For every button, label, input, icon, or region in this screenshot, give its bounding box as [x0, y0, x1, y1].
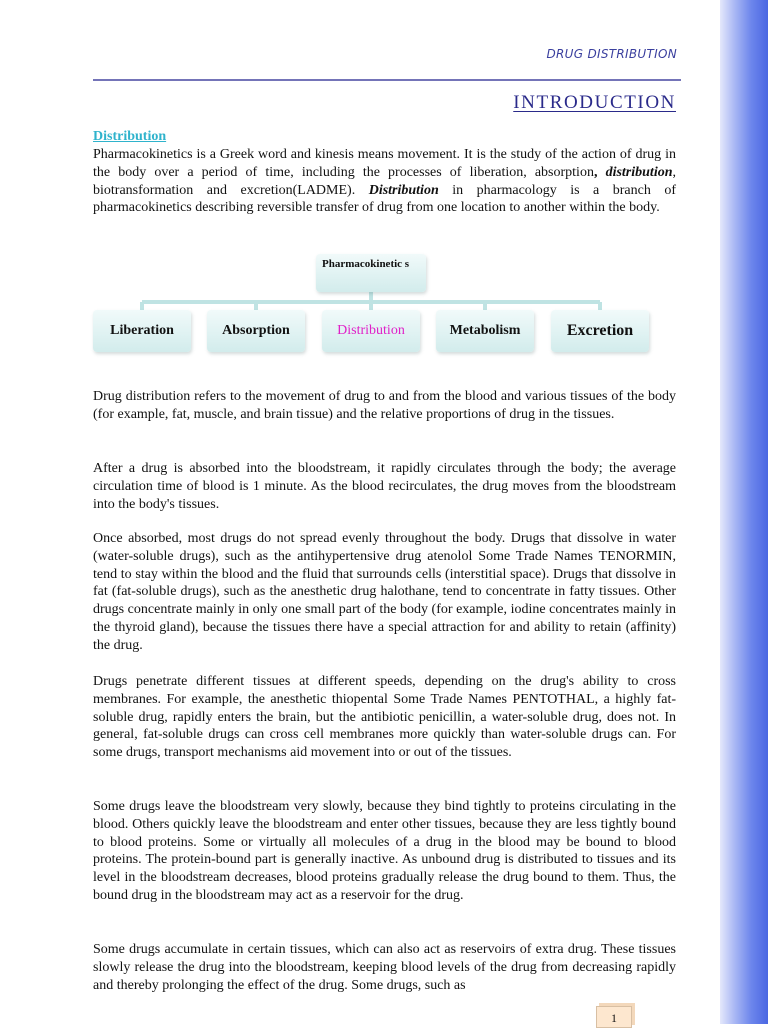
diagram-node-absorption: Absorption [207, 310, 305, 352]
intro-text-part: , biotransformation and excretion(LADME). [93, 164, 676, 198]
body-paragraph-3: Once absorbed, most drugs do not spread evenly throughout the body. Drugs that dissolve in water (water-soluble drugs), such as the antihypertensive drug atenolol Some Trade Names TENORMIN, tend to stay within the blood and the fluid that surrounds cells (interstitial space). Drugs that dissolve in fat (fat-soluble drugs), such as the anesthetic drug halothane, tend to concentrate in fatty tissues. Other drugs concentrate mainly in only one small part of the body (for example, iodine concentrates mainly in the thyroid gland), because the tissues there have a special attraction for and ability to retain (affinity) the drug. [93, 531, 676, 653]
decorative-side-band [720, 0, 768, 1024]
body-paragraph-4: Drugs penetrate different tissues at different speeds, depending on the drug's ability to cross membranes. For example, the anesthetic thiopental Some Trade Names PENTOTHAL, a highly fat-soluble drug, rapidly enters the brain, but the antibiotic penicillin, a water-soluble drug, does not. In general, fat-soluble drugs can cross cell membranes more quickly than water-soluble drugs can. For some drugs, transport mechanisms aid movement into or out of the tissues. [93, 674, 676, 761]
running-header: DRUG DISTRIBUTION [546, 47, 677, 61]
intro-text-comma: , [593, 164, 598, 180]
intro-text-part: in pharmacology is a branch of pharmacokinetics describing reversible transfer of drug from one location to another within the body. [93, 182, 676, 216]
header-rule [93, 79, 681, 81]
diagram-node-excretion: Excretion [551, 310, 649, 352]
page-number: 1 [596, 1006, 632, 1028]
body-paragraph-1: Drug distribution refers to the movement of drug to and from the blood and various tissues of the body (for example, fat, muscle, and brain tissue) and the relative proportions of drug in the tissues. [93, 389, 676, 422]
diagram-node-distribution: Distribution [322, 310, 420, 352]
diagram-node-liberation: Liberation [93, 310, 191, 352]
section-title: INTRODUCTION [513, 92, 676, 113]
body-paragraph-2: After a drug is absorbed into the bloodstream, it rapidly circulates through the body; the average circulation time of blood is 1 minute. As the blood recirculates, the drug moves from the bloodstream into the body's tissues. [93, 461, 676, 512]
distribution-subheading: Distribution [93, 129, 167, 144]
intro-term-distribution-2: Distribution [368, 182, 439, 198]
diagram-node-pharmacokinetics: Pharmacokinetic s [316, 254, 426, 292]
body-paragraph-5: Some drugs leave the bloodstream very slowly, because they bind tightly to proteins circulating in the blood. Others quickly leave the bloodstream and enter other tissues, because they are less tightly bound to blood proteins. Some or virtually all molecules of a drug in the blood may be bound to blood proteins. The protein-bound part is generally inactive. As unbound drug is distributed to tissues and its level in the bloodstream decreases, blood proteins gradually release the drug bound to them. Thus, the bound drug in the bloodstream may act as a reservoir for the drug. [93, 799, 676, 903]
intro-text-part: Pharmacokinetics is a Greek word and kinesis means movement. It is the study of the action of drug in the body over a period of time, including the processes of liberation, absorption [93, 147, 676, 180]
diagram-node-metabolism: Metabolism [436, 310, 534, 352]
intro-term-distribution: distribution [605, 164, 673, 180]
intro-paragraph [93, 146, 676, 217]
body-paragraph-6: Some drugs accumulate in certain tissues, which can also act as reservoirs of extra drug. These tissues slowly release the drug into the bloodstream, keeping blood levels of the drug from decreasing rapidly and thereby prolonging the effect of the drug. Some drugs, such as [93, 942, 676, 993]
